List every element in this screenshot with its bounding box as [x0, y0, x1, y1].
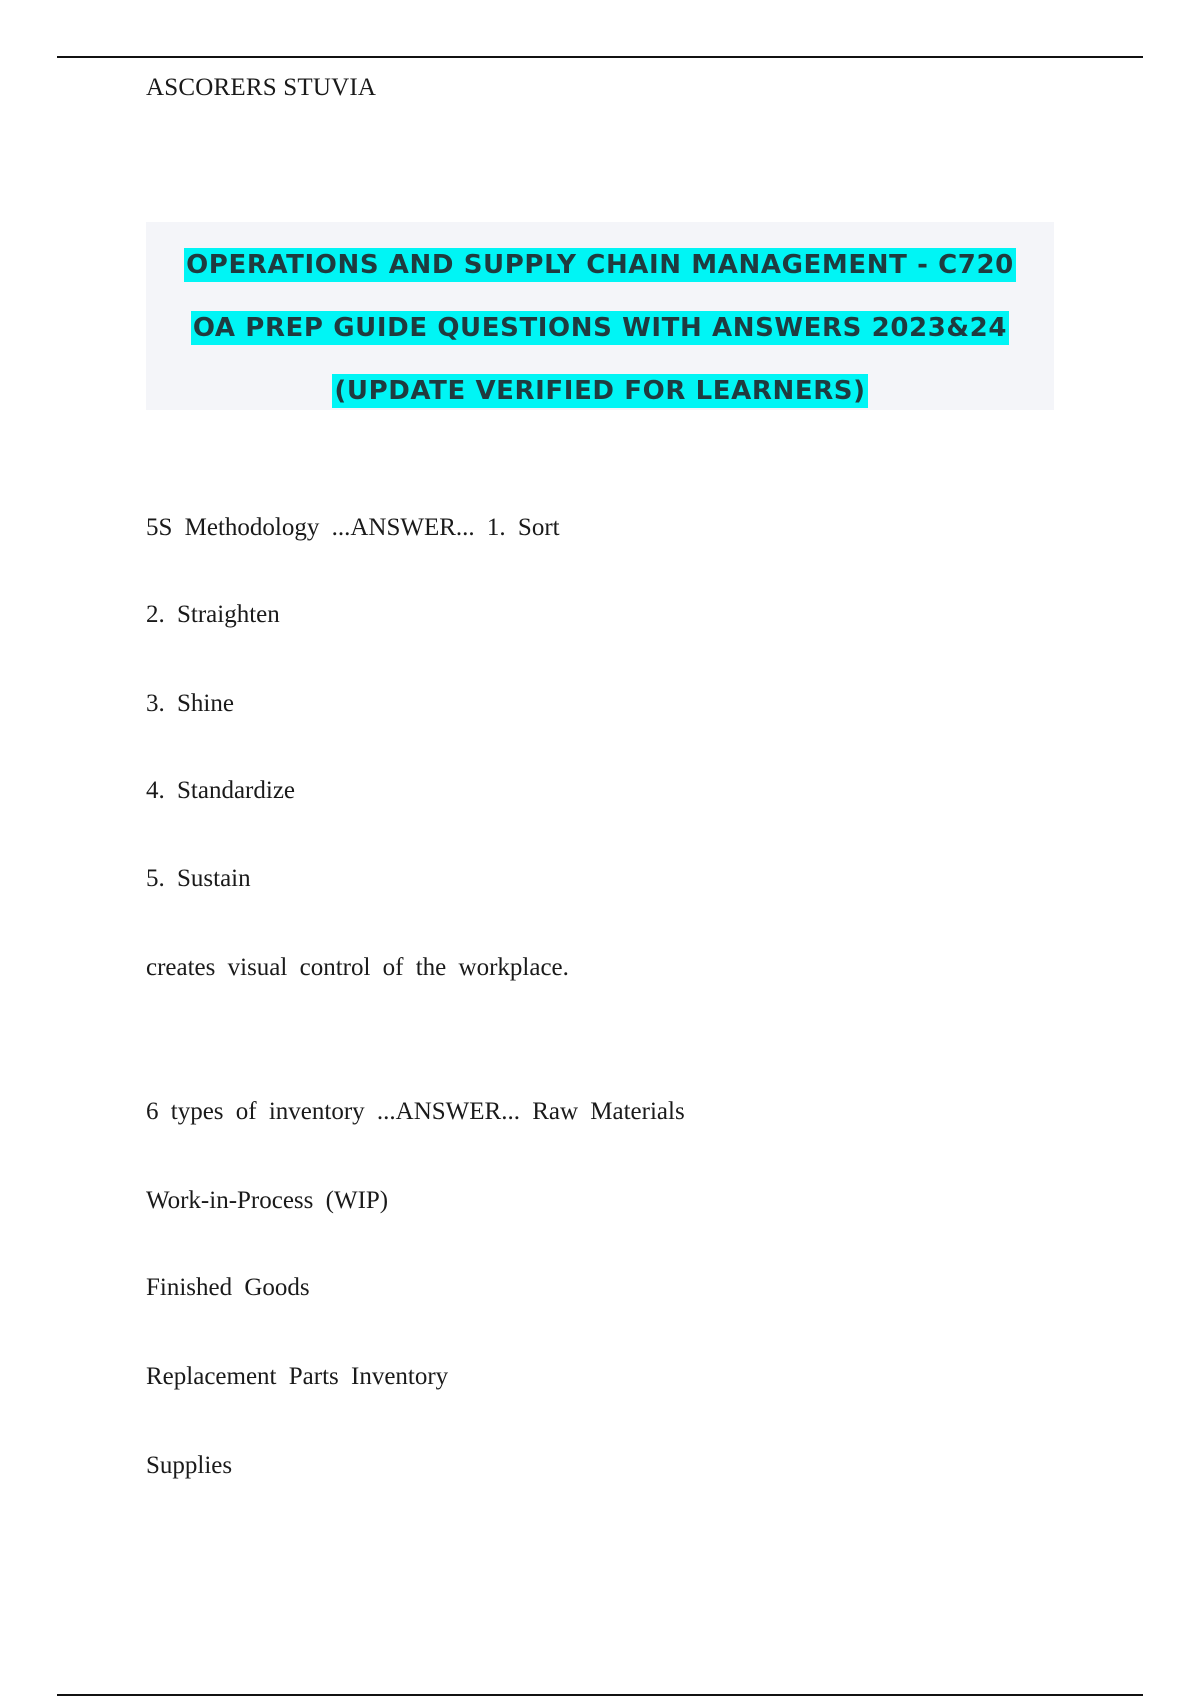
title-line-3: (UPDATE VERIFIED FOR LEARNERS): [334, 376, 866, 406]
title-line-2: OA PREP GUIDE QUESTIONS WITH ANSWERS 2023&24: [192, 313, 1008, 343]
qa-2-answer-line: Supplies: [146, 1452, 233, 1479]
bottom-rule: [57, 1694, 1143, 1696]
qa-2-answer-line: Finished Goods: [146, 1274, 310, 1301]
header-text: ASCORERS STUVIA: [146, 74, 377, 101]
qa-1-answer-line: 5. Sustain: [146, 865, 251, 892]
qa-2-question-line: 6 types of inventory ...ANSWER... Raw Materials: [146, 1098, 685, 1125]
title-line-1: OPERATIONS AND SUPPLY CHAIN MANAGEMENT - C720: [186, 250, 1014, 280]
qa-1-answer-line: 4. Standardize: [146, 777, 296, 804]
qa-1-question-line: 5S Methodology ...ANSWER... 1. Sort: [146, 514, 560, 541]
qa-1-answer-line: 2. Straighten: [146, 601, 280, 628]
qa-2-answer-line: Work-in-Process (WIP): [146, 1187, 389, 1214]
document-title: [146, 222, 1054, 410]
qa-2-answer-line: Replacement Parts Inventory: [146, 1363, 449, 1390]
top-rule: [57, 56, 1143, 58]
qa-1-answer-line: creates visual control of the workplace.: [146, 954, 569, 981]
qa-1-answer-line: 3. Shine: [146, 690, 234, 717]
